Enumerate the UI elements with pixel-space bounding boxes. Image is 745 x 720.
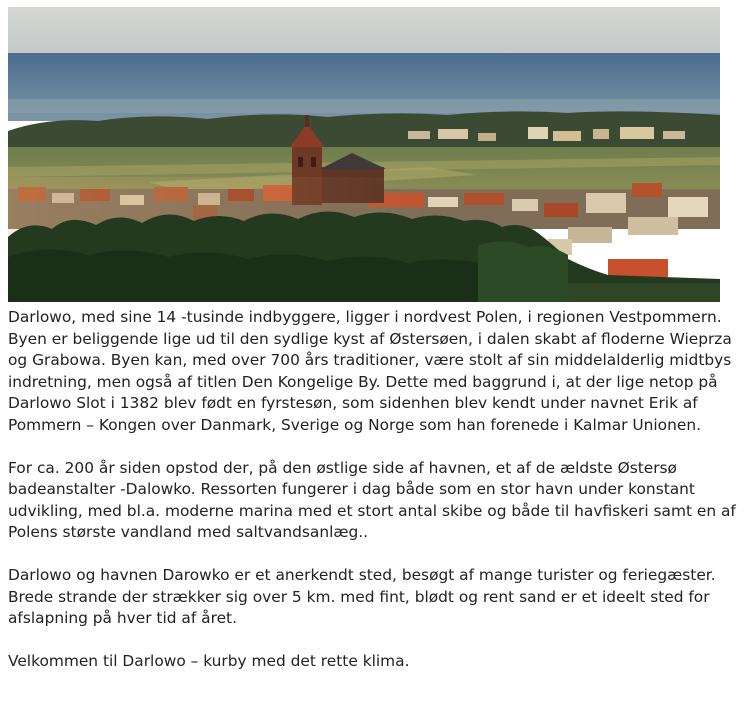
- paragraph-history: For ca. 200 år siden opstod der, på den østlige side af havnen, et af de ældste Østersø badeanstalter -Dalowko. Ressorten fungerer i dag både som en stor havn under konstant udvikling, med bl.a. moderne marina med et stort antal skibe og både til havfiskeri samt en af Polens største vandland med saltvandsanlæg..: [8, 458, 736, 541]
- distant-buildings: [408, 127, 685, 141]
- article: [8, 307, 743, 673]
- town-photo-image: [8, 7, 720, 302]
- sky: [8, 7, 720, 55]
- town-photo: [8, 7, 720, 302]
- paragraph-welcome: Velkommen til Darlowo – kurby med det rette klima.: [8, 652, 410, 670]
- paragraph-tourism: Darlowo og havnen Darowko er et anerkendt sted, besøgt af mange turister og feriegæster. Brede strande der strækker sig over 5 km. med fint, blødt og rent sand er et ideelt sted for afslapning på hver tid af året.: [8, 566, 716, 627]
- paragraph-intro: Darlowo, med sine 14 -tusinde indbyggere, ligger i nordvest Polen, i regionen Vestpommern. Byen er beliggende lige ud til den sydlige kyst af Østersøen, i dalen skabt af floderne Wieprza og Grabowa. Byen kan, med over 700 års traditioner, være stolt af sin middelalderlig midtbys indretning, men også af titlen Den Kongelige By. Dette med baggrund i, at der lige netop på Darlowo Slot i 1382 blev født en fyrstesøn, som sidenhen blev kendt under navnet Erik af Pommern – Kongen over Danmark, Sverige og Norge som han forenede i Kalmar Unionen.: [8, 308, 732, 434]
